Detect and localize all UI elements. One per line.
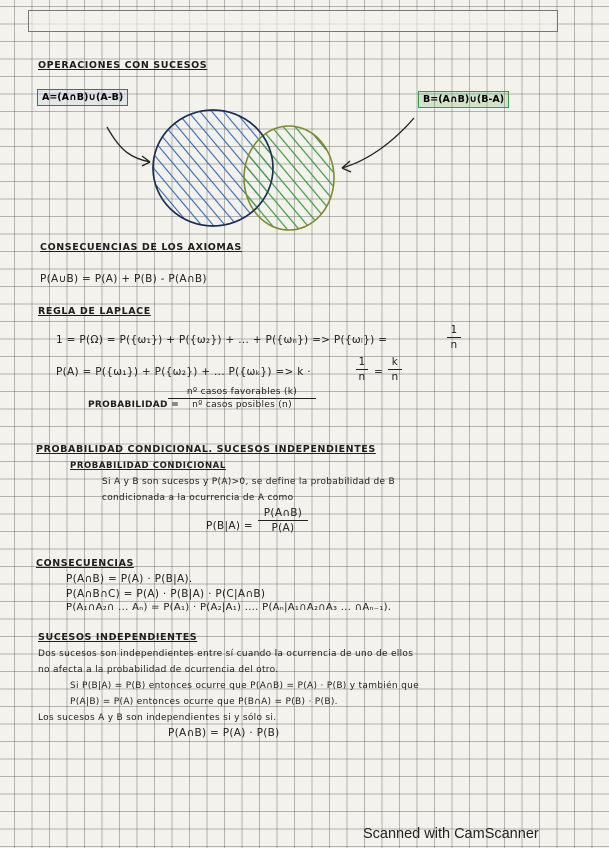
consequence-line-3: P(A₁∩A₂∩ ... Aₙ) = P(A₁) · P(A₂|A₁) .... P(Aₙ|A₁∩A₂∩A₃ ... ∩Aₙ₋₁).	[66, 602, 392, 613]
section-title-condicional: PROBABILIDAD CONDICIONAL. SUCESOS INDEPENDIENTES	[36, 444, 376, 455]
set-b-circle	[244, 126, 334, 230]
laplace-frac2-den: n	[358, 371, 366, 383]
section-title-operaciones: OPERACIONES CON SUCESOS	[38, 60, 208, 71]
laplace-frac2-num: 1	[358, 356, 366, 368]
laplace-frac3-den: n	[391, 371, 399, 383]
probability-denominator: nº casos posibles (n)	[192, 400, 292, 410]
laplace-fraction-1	[447, 324, 461, 351]
scanner-watermark: Scanned with CamScanner	[363, 826, 539, 842]
section-title-consecuencias: CONSECUENCIAS	[36, 558, 134, 569]
independence-text-4: P(A|B) = P(A) entonces ocurre que P(B∩A) = P(B) · P(B).	[70, 697, 338, 707]
consequence-line-1: P(A∩B) = P(A) · P(B|A).	[66, 573, 193, 585]
set-b-formula-box: B=(A∩B)∪(B-A)	[418, 91, 509, 108]
laplace-line-1: 1 = P(Ω) = P({ω₁}) + P({ω₂}) + ... + P({ωₙ}) => P({ωᵢ}) =	[56, 334, 388, 346]
subtitle-condicional: PROBABILIDAD CONDICIONAL	[70, 461, 226, 471]
conditional-text-1: Si A y B son sucesos y P(A)>0, se define la probabilidad de B	[102, 477, 396, 487]
section-title-axiomas: CONSECUENCIAS DE LOS AXIOMAS	[40, 242, 242, 253]
laplace-frac3-num: k	[391, 356, 399, 368]
laplace-equals: =	[374, 366, 384, 378]
set-a-formula-box: A=(A∩B)∪(A-B)	[37, 89, 128, 106]
laplace-frac1-num: 1	[450, 324, 458, 336]
conditional-text-2: condicionada a la ocurrencia de A como	[102, 493, 294, 503]
arrow-to-b	[342, 118, 414, 168]
independence-text-2: no afecta a la probabilidad de ocurrencia del otro.	[38, 665, 279, 675]
laplace-frac1-den: n	[450, 339, 458, 351]
conditional-numerator: P(A∩B)	[263, 507, 303, 519]
independence-formula: P(A∩B) = P(A) · P(B)	[168, 727, 280, 739]
laplace-fraction-3	[388, 356, 402, 383]
independence-text-3: Si P(B|A) = P(B) entonces ocurre que P(A∩B) = P(A) · P(B) y también que	[70, 681, 419, 691]
probability-fraction	[168, 387, 316, 410]
independence-text-5: Los sucesos A y B son independientes si y sólo si.	[38, 713, 277, 723]
laplace-line-2: P(A) = P({ω₁}) + P({ω₂}) + ... P({ωₖ}) => k ·	[56, 366, 311, 378]
conditional-denominator: P(A)	[271, 522, 295, 534]
conditional-fraction	[258, 507, 308, 534]
laplace-fraction-2	[356, 356, 368, 383]
section-title-laplace: REGLA DE LAPLACE	[38, 306, 151, 317]
probability-label: PROBABILIDAD =	[88, 400, 180, 410]
conditional-formula-left: P(B|A) =	[206, 520, 253, 532]
axiom-formula: P(A∪B) = P(A) + P(B) - P(A∩B)	[40, 273, 207, 285]
section-title-independientes: SUCESOS INDEPENDIENTES	[38, 632, 198, 643]
consequence-line-2: P(A∩B∩C) = P(A) · P(B|A) · P(C|A∩B)	[66, 588, 266, 600]
probability-numerator: nº casos favorables (k)	[186, 387, 298, 397]
independence-text-1: Dos sucesos son independientes entre sí cuando la ocurrencia de uno de ellos	[38, 649, 414, 659]
